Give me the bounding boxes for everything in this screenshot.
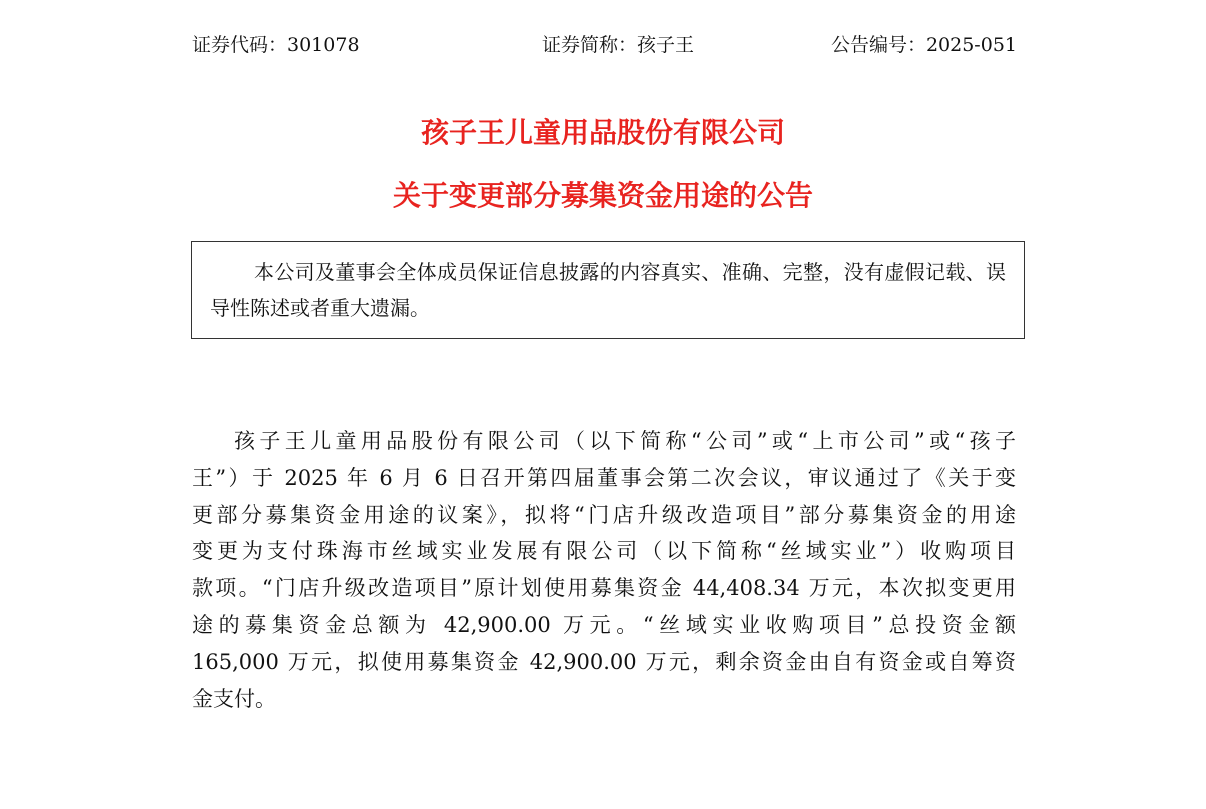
announcement-title: 关于变更部分募集资金用途的公告 (392, 179, 813, 212)
body-line: 更部分募集资金用途的议案》，拟将“门店升级改造项目”部分募集资金的用途 (192, 502, 1016, 527)
body-paragraph (192, 423, 1016, 717)
document-header (192, 30, 1017, 60)
notice-number: 公告编号：2025-051 (830, 34, 1017, 56)
body-line: 165,000 万元，拟使用募集资金 42,900.00 万元，剩余资金由自有资金或自筹资 (192, 649, 1016, 674)
body-line: 王”）于 2025 年 6 月 6 日召开第四届董事会第二次会议，审议通过了《关于变 (192, 465, 1016, 490)
body-line: 途的募集资金总额为 42,900.00 万元。“丝域实业收购项目”总投资金额 (192, 612, 1016, 637)
body-line: 款项。“门店升级改造项目”原计划使用募集资金 44,408.34 万元，本次拟变更用 (192, 576, 1016, 601)
disclaimer-box (191, 241, 1025, 339)
stock-code: 证券代码：301078 (192, 34, 360, 56)
disclaimer-text: 本公司及董事会全体成员保证信息披露的内容真实、准确、完整，没有虚假记载、误导性陈述或者重大遗漏。 (210, 260, 1006, 320)
body-line: 孩子王儿童用品股份有限公司（以下简称“公司”或“上市公司”或“孩子 (234, 429, 1016, 453)
body-line: 变更为支付珠海市丝域实业发展有限公司（以下简称“丝域实业”）收购项目 (192, 539, 1016, 564)
stock-name: 证券简称：孩子王 (542, 34, 695, 56)
company-title: 孩子王儿童用品股份有限公司 (420, 116, 785, 149)
body-line: 金支付。 (192, 686, 276, 711)
